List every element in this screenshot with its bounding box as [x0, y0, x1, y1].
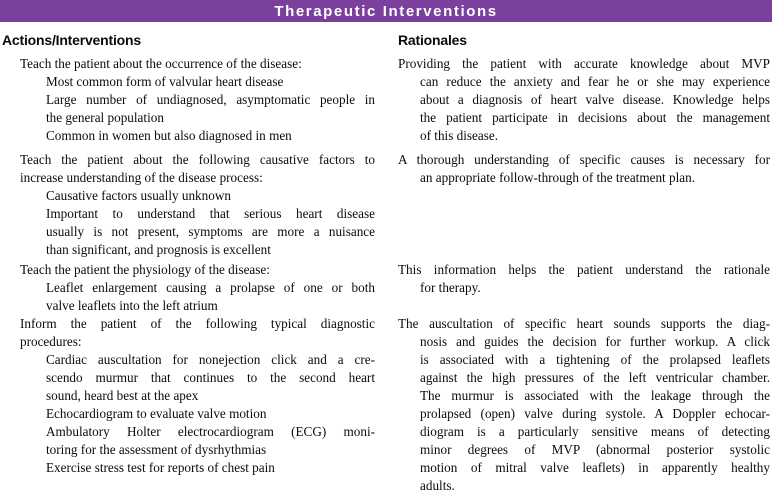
action-subitem	[2, 405, 375, 423]
text-line: about a diagnosis of heart valve disease. Knowledge helps	[420, 92, 770, 107]
text-line: Large number of undiagnosed, asymptomatic people in	[46, 92, 375, 107]
text-line: Leaflet enlargement causing a prolapse of one or both	[46, 280, 375, 295]
actions-cell	[0, 151, 388, 261]
table-row	[0, 261, 772, 315]
text-line: for therapy.	[420, 280, 481, 295]
square-bullet-icon	[2, 315, 20, 351]
dot-bullet-icon	[37, 405, 46, 423]
text-line: Providing the patient with accurate knowledge about MVP	[398, 56, 770, 71]
square-bullet-icon	[2, 55, 20, 73]
square-bullet-icon	[2, 151, 20, 187]
action-subitem	[2, 91, 375, 127]
table-row	[0, 315, 772, 495]
dot-bullet-icon	[37, 423, 46, 459]
rationale-cell	[388, 261, 772, 315]
square-bullet-icon	[2, 261, 20, 279]
dot-bullet-icon	[37, 205, 46, 259]
dot-bullet-icon	[37, 351, 46, 405]
text-line: This information helps the patient understand the rationale	[398, 262, 770, 277]
text-line: Most common form of valvular heart disease	[46, 74, 284, 89]
table-row	[0, 55, 772, 151]
text-line: sound, heard best at the apex	[46, 388, 199, 403]
action-item	[2, 151, 375, 187]
section-title: Therapeutic Interventions	[274, 2, 498, 20]
dot-bullet-icon	[37, 459, 46, 477]
text-line: than significant, and prognosis is excellent	[46, 242, 271, 257]
text-line: Teach the patient about the occurrence of the disease:	[20, 56, 302, 71]
dot-bullet-icon	[37, 73, 46, 91]
text-line: Ambulatory Holter electrocardiogram (ECG) moni-	[46, 424, 375, 439]
text-line: scendo murmur that continues to the second heart	[46, 370, 375, 385]
text-line: Inform the patient of the following typical diagnostic	[20, 316, 375, 331]
action-subitem	[2, 423, 375, 459]
actions-cell	[0, 315, 388, 495]
text-line: the patient participate in decisions about the management	[420, 110, 770, 125]
rationale-cell	[388, 55, 772, 151]
action-item	[2, 315, 375, 351]
dot-bullet-icon	[37, 187, 46, 205]
text-line: Common in women but also diagnosed in men	[46, 128, 292, 143]
text-line: The murmur is associated with the leakage through the	[420, 388, 770, 403]
action-subitem	[2, 127, 375, 145]
table-row	[0, 151, 772, 261]
text-line: procedures:	[20, 334, 82, 349]
dot-bullet-icon	[37, 127, 46, 145]
action-subitem	[2, 459, 375, 477]
text-line: minor degrees of MVP (abnormal posterior systolic	[420, 442, 770, 457]
action-subitem	[2, 73, 375, 91]
action-subitem	[2, 351, 375, 405]
dot-bullet-icon	[37, 91, 46, 127]
text-line: usually is not present, symptoms are more a nuisance	[46, 224, 375, 239]
actions-cell	[0, 261, 388, 315]
column-header-actions: Actions/Interventions	[2, 32, 141, 48]
rationale-paragraph	[398, 55, 770, 145]
text-line: Exercise stress test for reports of chest pain	[46, 460, 275, 475]
text-line: Causative factors usually unknown	[46, 188, 231, 203]
action-subitem	[2, 279, 375, 315]
text-line: increase understanding of the disease process:	[20, 170, 263, 185]
text-line: A thorough understanding of specific causes is necessary for	[398, 152, 770, 167]
rationale-cell	[388, 151, 772, 261]
section-header-bar	[0, 0, 772, 22]
text-line: an appropriate follow-through of the treatment plan.	[420, 170, 696, 185]
text-line: the general population	[46, 110, 164, 125]
actions-cell	[0, 55, 388, 151]
action-subitem	[2, 187, 375, 205]
text-line: valve leaflets into the left atrium	[46, 298, 218, 313]
text-line: against the high pressures of the left ventricular chamber.	[420, 370, 770, 385]
action-subitem	[2, 205, 375, 259]
text-line: Important to understand that serious heart disease	[46, 206, 375, 221]
text-line: The auscultation of specific heart sounds supports the diag-	[398, 316, 770, 331]
text-line: motion of mitral valve leaflets) in apparently healthy	[420, 460, 770, 475]
text-line: nosis and guides the decision for further workup. A click	[420, 334, 770, 349]
rationale-paragraph	[398, 315, 770, 495]
text-line: is associated with a tightening of the prolapsed leaflets	[420, 352, 770, 367]
column-header-row	[0, 33, 772, 48]
text-line: Teach the patient the physiology of the disease:	[20, 262, 270, 277]
text-line: of this disease.	[420, 128, 499, 143]
action-item	[2, 261, 375, 279]
action-item	[2, 55, 375, 73]
text-line: Echocardiogram to evaluate valve motion	[46, 406, 267, 421]
rationale-cell	[388, 315, 772, 495]
column-header-rationales: Rationales	[398, 32, 467, 48]
text-line: diogram is a particularly sensitive means of detecting	[420, 424, 770, 439]
text-line: Cardiac auscultation for nonejection click and a cre-	[46, 352, 375, 367]
text-line: adults.	[420, 478, 455, 493]
text-line: can reduce the anxiety and fear he or she may experience	[420, 74, 770, 89]
text-line: prolapsed (open) valve during systole. A Doppler echocar-	[420, 406, 770, 421]
table-body	[0, 55, 772, 495]
text-line: Teach the patient about the following causative factors to	[20, 152, 375, 167]
rationale-paragraph	[398, 261, 770, 297]
rationale-paragraph	[398, 151, 770, 187]
dot-bullet-icon	[37, 279, 46, 315]
text-line: toring for the assessment of dysrhythmias	[46, 442, 267, 457]
